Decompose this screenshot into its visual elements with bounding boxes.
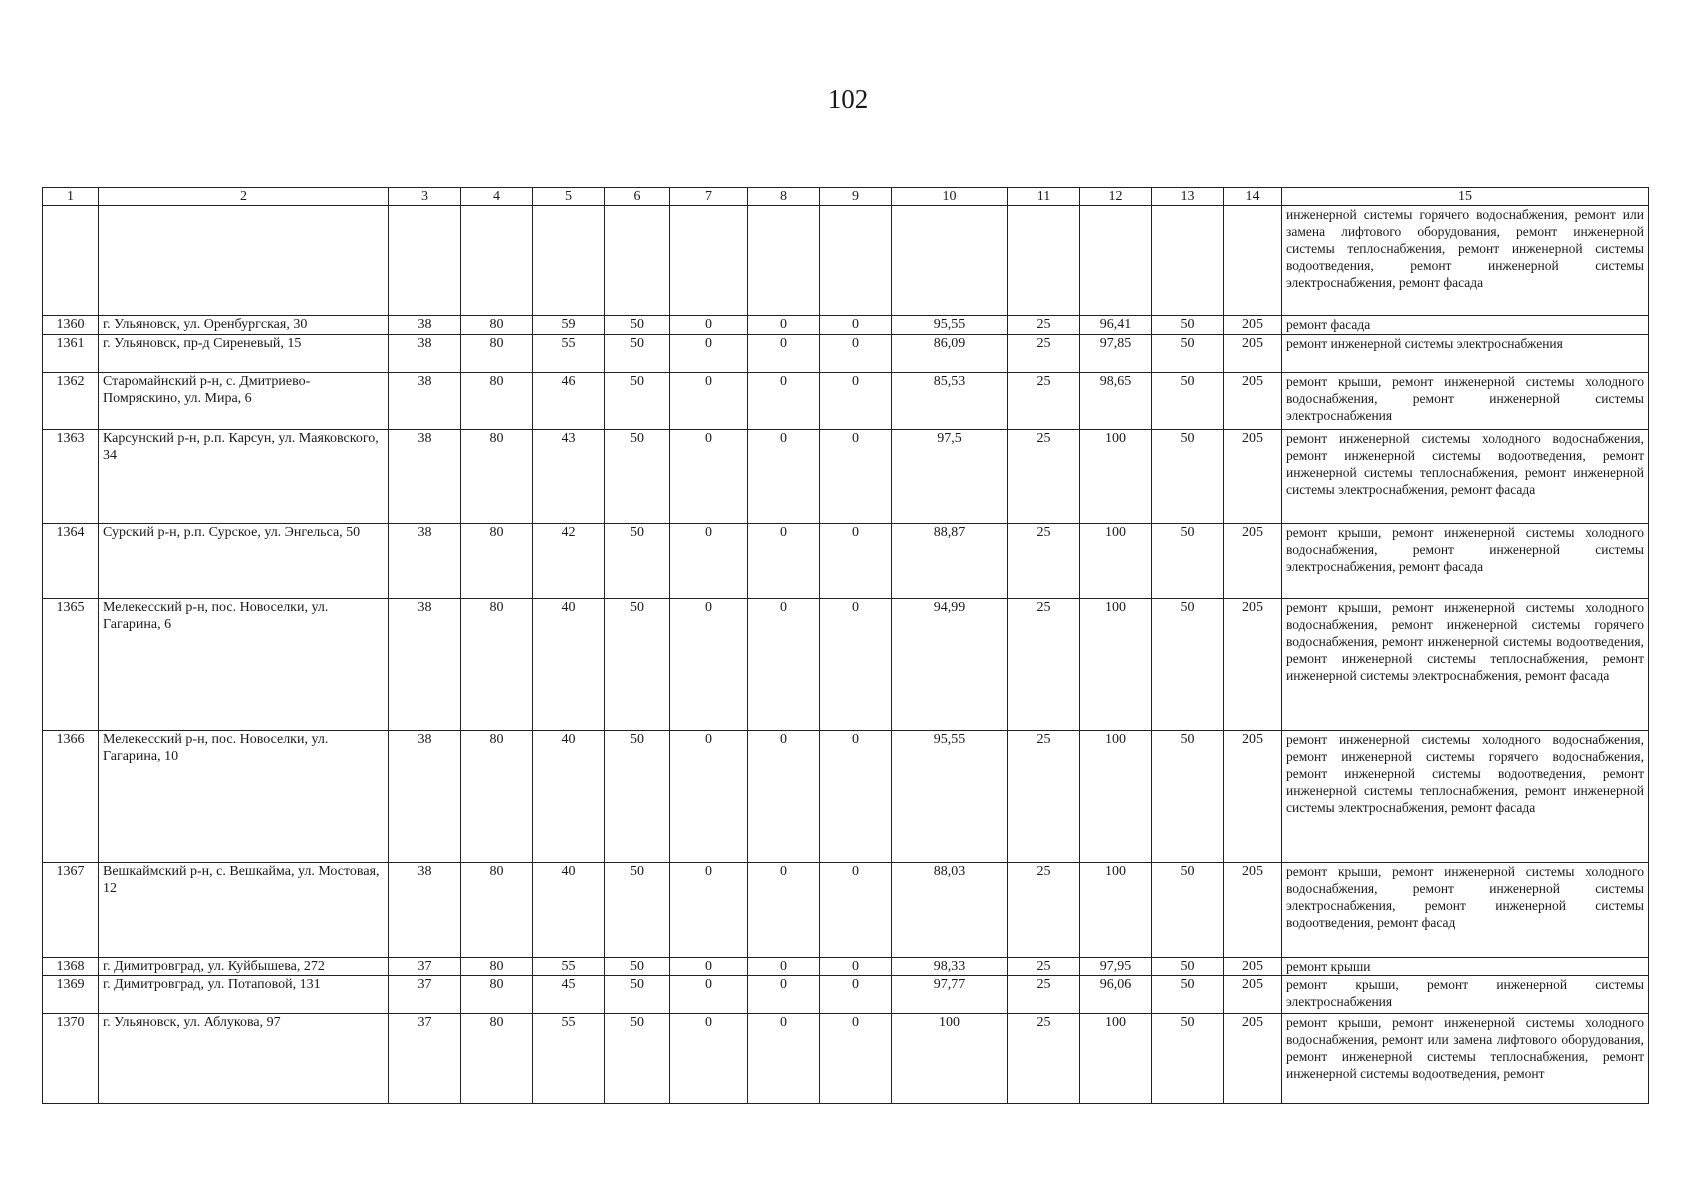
works-list: ремонт крыши, ремонт инженерной системы холодного водоснабжения, ремонт инженерной системы электроснабжения [1282, 373, 1649, 430]
col-3-value: 38 [389, 430, 461, 524]
col-9-value: 0 [820, 958, 892, 976]
col-5-value: 46 [533, 373, 605, 430]
row-number: 1369 [43, 976, 99, 1014]
col-11-value: 25 [1008, 863, 1080, 958]
col-13-value: 50 [1152, 731, 1224, 863]
col-9-value: 0 [820, 316, 892, 335]
col-13-value: 50 [1152, 1014, 1224, 1104]
empty-cell [605, 206, 670, 316]
column-header: 14 [1224, 188, 1282, 206]
col-13-value: 50 [1152, 524, 1224, 599]
row-number: 1362 [43, 373, 99, 430]
col-11-value: 25 [1008, 958, 1080, 976]
col-8-value: 0 [748, 316, 820, 335]
col-14-value: 205 [1224, 599, 1282, 731]
works-list: ремонт крыши, ремонт инженерной системы холодного водоснабжения, ремонт инженерной системы электроснабжения, ремонт инженерной системы водоотведения, ремонт фасад [1282, 863, 1649, 958]
col-3-value: 37 [389, 1014, 461, 1104]
col-5-value: 55 [533, 958, 605, 976]
col-4-value: 80 [461, 599, 533, 731]
empty-cell [892, 206, 1008, 316]
col-4-value: 80 [461, 335, 533, 373]
column-header: 2 [99, 188, 389, 206]
col-13-value: 50 [1152, 430, 1224, 524]
col-9-value: 0 [820, 430, 892, 524]
column-header: 4 [461, 188, 533, 206]
col-7-value: 0 [670, 524, 748, 599]
col-5-value: 55 [533, 335, 605, 373]
column-header: 12 [1080, 188, 1152, 206]
table-row [43, 316, 1649, 335]
col-12-value: 100 [1080, 1014, 1152, 1104]
col-12-value: 97,85 [1080, 335, 1152, 373]
col-7-value: 0 [670, 335, 748, 373]
col-10-value: 97,5 [892, 430, 1008, 524]
registry-table [42, 187, 1649, 1104]
col-11-value: 25 [1008, 599, 1080, 731]
row-number: 1365 [43, 599, 99, 731]
works-list: ремонт крыши, ремонт инженерной системы холодного водоснабжения, ремонт инженерной системы электроснабжения, ремонт фасада [1282, 524, 1649, 599]
col-14-value: 205 [1224, 731, 1282, 863]
row-number: 1370 [43, 1014, 99, 1104]
col-4-value: 80 [461, 958, 533, 976]
col-7-value: 0 [670, 373, 748, 430]
col-11-value: 25 [1008, 316, 1080, 335]
works-list: ремонт крыши [1282, 958, 1649, 976]
col-6-value: 50 [605, 731, 670, 863]
column-number-header-row [43, 188, 1649, 206]
col-10-value: 95,55 [892, 731, 1008, 863]
row-number: 1364 [43, 524, 99, 599]
col-13-value: 50 [1152, 316, 1224, 335]
col-6-value: 50 [605, 373, 670, 430]
col-4-value: 80 [461, 863, 533, 958]
table-row [43, 958, 1649, 976]
col-14-value: 205 [1224, 524, 1282, 599]
col-3-value: 37 [389, 976, 461, 1014]
col-7-value: 0 [670, 599, 748, 731]
column-header: 9 [820, 188, 892, 206]
col-11-value: 25 [1008, 335, 1080, 373]
col-14-value: 205 [1224, 976, 1282, 1014]
column-header: 5 [533, 188, 605, 206]
works-list: ремонт инженерной системы холодного водоснабжения, ремонт инженерной системы водоотведения, ремонт инженерной системы теплоснабжения, ремонт инженерной системы электроснабжения, ремонт фасада [1282, 430, 1649, 524]
table-row [43, 1014, 1649, 1104]
works-list: ремонт крыши, ремонт инженерной системы холодного водоснабжения, ремонт инженерной системы горячего водоснабжения, ремонт инженерной системы водоотведения, ремонт инженерной системы теплоснабжения, ремонт инженерной системы электроснабжения, ремонт фасада [1282, 599, 1649, 731]
table-row [43, 863, 1649, 958]
col-4-value: 80 [461, 731, 533, 863]
col-8-value: 0 [748, 976, 820, 1014]
col-14-value: 205 [1224, 316, 1282, 335]
row-number: 1367 [43, 863, 99, 958]
col-5-value: 59 [533, 316, 605, 335]
col-10-value: 86,09 [892, 335, 1008, 373]
address: г. Димитровград, ул. Куйбышева, 272 [99, 958, 389, 976]
col-6-value: 50 [605, 335, 670, 373]
empty-cell [1008, 206, 1080, 316]
empty-cell [1080, 206, 1152, 316]
address: Карсунский р-н, р.п. Карсун, ул. Маяковского, 34 [99, 430, 389, 524]
col-9-value: 0 [820, 976, 892, 1014]
col-8-value: 0 [748, 863, 820, 958]
col-8-value: 0 [748, 958, 820, 976]
empty-cell [670, 206, 748, 316]
address: г. Ульяновск, ул. Оренбургская, 30 [99, 316, 389, 335]
col-5-value: 45 [533, 976, 605, 1014]
col-11-value: 25 [1008, 524, 1080, 599]
col-5-value: 43 [533, 430, 605, 524]
empty-cell [43, 206, 99, 316]
col-3-value: 38 [389, 599, 461, 731]
col-9-value: 0 [820, 373, 892, 430]
col-7-value: 0 [670, 958, 748, 976]
col-10-value: 88,03 [892, 863, 1008, 958]
column-header: 3 [389, 188, 461, 206]
col-8-value: 0 [748, 1014, 820, 1104]
col-3-value: 37 [389, 958, 461, 976]
col-10-value: 98,33 [892, 958, 1008, 976]
column-header: 8 [748, 188, 820, 206]
table-row [43, 430, 1649, 524]
works-list: ремонт крыши, ремонт инженерной системы холодного водоснабжения, ремонт или замена лифтового оборудования, ремонт инженерной системы теплоснабжения, ремонт инженерной системы водоотведения, ремонт [1282, 1014, 1649, 1104]
col-14-value: 205 [1224, 958, 1282, 976]
col-3-value: 38 [389, 316, 461, 335]
address: г. Ульяновск, ул. Аблукова, 97 [99, 1014, 389, 1104]
col-9-value: 0 [820, 863, 892, 958]
col-4-value: 80 [461, 373, 533, 430]
col-10-value: 94,99 [892, 599, 1008, 731]
col-14-value: 205 [1224, 373, 1282, 430]
col-12-value: 100 [1080, 430, 1152, 524]
col-8-value: 0 [748, 430, 820, 524]
column-header: 1 [43, 188, 99, 206]
col-11-value: 25 [1008, 430, 1080, 524]
table-row [43, 731, 1649, 863]
col-13-value: 50 [1152, 958, 1224, 976]
col-8-value: 0 [748, 524, 820, 599]
empty-cell [99, 206, 389, 316]
col-13-value: 50 [1152, 373, 1224, 430]
page-number: 102 [827, 84, 869, 114]
col-10-value: 95,55 [892, 316, 1008, 335]
col-5-value: 40 [533, 599, 605, 731]
empty-cell [820, 206, 892, 316]
col-7-value: 0 [670, 316, 748, 335]
col-10-value: 88,87 [892, 524, 1008, 599]
col-9-value: 0 [820, 335, 892, 373]
table-row [43, 976, 1649, 1014]
col-9-value: 0 [820, 731, 892, 863]
row-number: 1361 [43, 335, 99, 373]
col-5-value: 55 [533, 1014, 605, 1104]
empty-cell [389, 206, 461, 316]
col-6-value: 50 [605, 863, 670, 958]
row-number: 1363 [43, 430, 99, 524]
col-12-value: 97,95 [1080, 958, 1152, 976]
col-3-value: 38 [389, 524, 461, 599]
col-4-value: 80 [461, 1014, 533, 1104]
col-13-value: 50 [1152, 976, 1224, 1014]
col-11-value: 25 [1008, 1014, 1080, 1104]
table-row [43, 335, 1649, 373]
works-list: ремонт инженерной системы холодного водоснабжения, ремонт инженерной системы горячего водоснабжения, ремонт инженерной системы водоотведения, ремонт инженерной системы теплоснабжения, ремонт инженерной системы электроснабжения, ремонт фасада [1282, 731, 1649, 863]
col-11-value: 25 [1008, 976, 1080, 1014]
col-14-value: 205 [1224, 863, 1282, 958]
column-header: 6 [605, 188, 670, 206]
col-9-value: 0 [820, 524, 892, 599]
col-8-value: 0 [748, 731, 820, 863]
address: г. Ульяновск, пр-д Сиреневый, 15 [99, 335, 389, 373]
col-7-value: 0 [670, 976, 748, 1014]
col-7-value: 0 [670, 863, 748, 958]
col-12-value: 96,06 [1080, 976, 1152, 1014]
col-6-value: 50 [605, 958, 670, 976]
col-12-value: 96,41 [1080, 316, 1152, 335]
works-list: инженерной системы горячего водоснабжения, ремонт или замена лифтового оборудования, ремонт инженерной системы теплоснабжения, ремонт инженерной системы водоотведения, ремонт инженерной системы электроснабжения, ремонт фасада [1282, 206, 1649, 316]
address: Сурский р-н, р.п. Сурское, ул. Энгельса, 50 [99, 524, 389, 599]
col-13-value: 50 [1152, 863, 1224, 958]
col-6-value: 50 [605, 599, 670, 731]
col-4-value: 80 [461, 430, 533, 524]
col-6-value: 50 [605, 316, 670, 335]
row-number: 1366 [43, 731, 99, 863]
address: г. Димитровград, ул. Потаповой, 131 [99, 976, 389, 1014]
col-4-value: 80 [461, 316, 533, 335]
col-7-value: 0 [670, 1014, 748, 1104]
col-4-value: 80 [461, 524, 533, 599]
column-header: 7 [670, 188, 748, 206]
col-12-value: 98,65 [1080, 373, 1152, 430]
col-7-value: 0 [670, 430, 748, 524]
col-5-value: 40 [533, 731, 605, 863]
col-12-value: 100 [1080, 599, 1152, 731]
col-12-value: 100 [1080, 524, 1152, 599]
col-11-value: 25 [1008, 373, 1080, 430]
col-3-value: 38 [389, 731, 461, 863]
table-row [43, 599, 1649, 731]
col-12-value: 100 [1080, 863, 1152, 958]
column-header: 10 [892, 188, 1008, 206]
address: Вешкаймский р-н, с. Вешкайма, ул. Мостовая, 12 [99, 863, 389, 958]
empty-cell [461, 206, 533, 316]
col-10-value: 85,53 [892, 373, 1008, 430]
works-list: ремонт крыши, ремонт инженерной системы электроснабжения [1282, 976, 1649, 1014]
col-12-value: 100 [1080, 731, 1152, 863]
empty-cell [748, 206, 820, 316]
col-14-value: 205 [1224, 335, 1282, 373]
row-number: 1368 [43, 958, 99, 976]
empty-cell [533, 206, 605, 316]
table-row [43, 373, 1649, 430]
row-number: 1360 [43, 316, 99, 335]
address: Мелекесский р-н, пос. Новоселки, ул. Гагарина, 6 [99, 599, 389, 731]
col-8-value: 0 [748, 335, 820, 373]
col-8-value: 0 [748, 373, 820, 430]
col-10-value: 97,77 [892, 976, 1008, 1014]
col-14-value: 205 [1224, 430, 1282, 524]
col-14-value: 205 [1224, 1014, 1282, 1104]
works-list: ремонт инженерной системы электроснабжения [1282, 335, 1649, 373]
col-7-value: 0 [670, 731, 748, 863]
col-13-value: 50 [1152, 599, 1224, 731]
col-3-value: 38 [389, 373, 461, 430]
col-6-value: 50 [605, 430, 670, 524]
col-6-value: 50 [605, 976, 670, 1014]
col-5-value: 40 [533, 863, 605, 958]
col-4-value: 80 [461, 976, 533, 1014]
column-header: 11 [1008, 188, 1080, 206]
continuation-row [43, 206, 1649, 316]
col-9-value: 0 [820, 1014, 892, 1104]
col-11-value: 25 [1008, 731, 1080, 863]
col-3-value: 38 [389, 863, 461, 958]
col-8-value: 0 [748, 599, 820, 731]
empty-cell [1224, 206, 1282, 316]
col-3-value: 38 [389, 335, 461, 373]
col-9-value: 0 [820, 599, 892, 731]
column-header: 15 [1282, 188, 1649, 206]
col-6-value: 50 [605, 1014, 670, 1104]
table-row [43, 524, 1649, 599]
col-5-value: 42 [533, 524, 605, 599]
empty-cell [1152, 206, 1224, 316]
column-header: 13 [1152, 188, 1224, 206]
address: Мелекесский р-н, пос. Новоселки, ул. Гагарина, 10 [99, 731, 389, 863]
works-list: ремонт фасада [1282, 316, 1649, 335]
col-13-value: 50 [1152, 335, 1224, 373]
col-6-value: 50 [605, 524, 670, 599]
col-10-value: 100 [892, 1014, 1008, 1104]
address: Старомайнский р-н, с. Дмитриево-Помряскино, ул. Мира, 6 [99, 373, 389, 430]
